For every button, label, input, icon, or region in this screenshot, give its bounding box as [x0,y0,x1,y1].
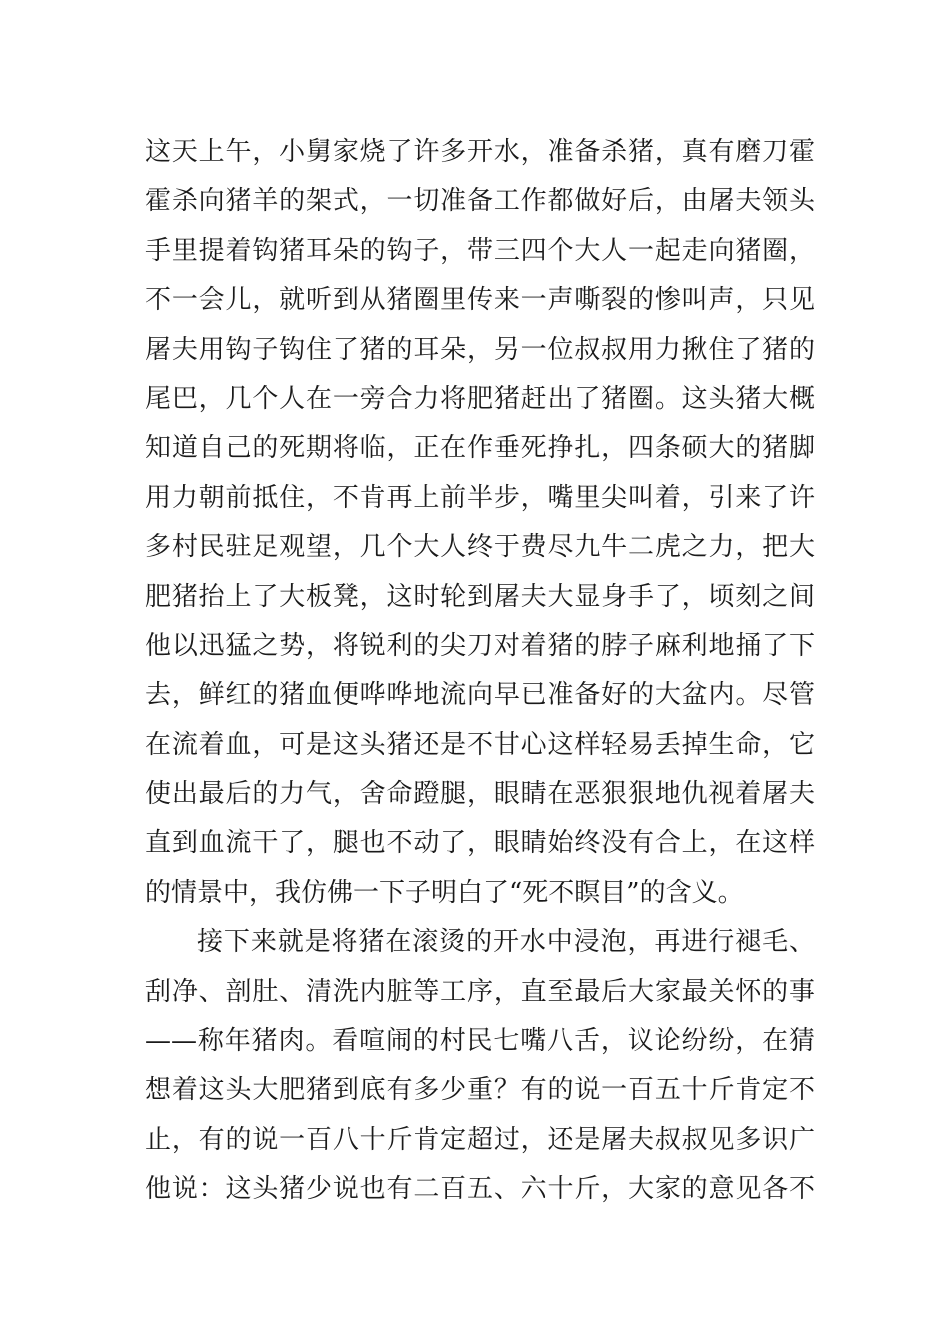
text-line: 接下来就是将猪在滚烫的开水中浸泡，再进行褪毛、 [197,927,815,958]
text-line: 知道自己的死期将临，正在作垂死挣扎，四条硕大的猪脚 [145,433,815,464]
text-line: 想着这头大肥猪到底有多少重？有的说一百五十斤肯定不 [145,1075,815,1106]
text-line: 尾巴，几个人在一旁合力将肥猪赶出了猪圈。这头猪大概 [145,383,815,414]
text-line: 止，有的说一百八十斤肯定超过，还是屠夫叔叔见多识广 [145,1124,815,1155]
text-line: 去，鲜红的猪血便哗哗地流向早已准备好的大盆内。尽管 [145,680,815,711]
text-line: 肥猪抬上了大板凳，这时轮到屠夫大显身手了，顷刻之间 [145,581,815,612]
text-line: 屠夫用钩子钩住了猪的耳朵，另一位叔叔用力揪住了猪的 [145,334,815,365]
text-line: 在流着血，可是这头猪还是不甘心这样轻易丢掉生命，它 [145,729,815,760]
body-text [145,128,815,1215]
text-line: 使出最后的力气，舍命蹬腿，眼睛在恶狠狠地仇视着屠夫 [145,779,815,810]
text-line: 刮净、剖肚、清洗内脏等工序，直至最后大家最关怀的事 [145,976,815,1007]
text-line: 他说：这头猪少说也有二百五、六十斤，大家的意见各不 [145,1174,815,1205]
text-line: 用力朝前抵住，不肯再上前半步，嘴里尖叫着，引来了许 [145,482,815,513]
text-line: 的情景中，我仿佛一下子明白了“死不瞑目”的含义。 [145,877,744,908]
text-line: 这天上午，小舅家烧了许多开水，准备杀猪，真有磨刀霍 [145,137,815,167]
text-line: 直到血流干了，腿也不动了，眼睛始终没有合上，在这样 [145,828,815,859]
text-line: 不一会儿，就听到从猪圈里传来一声嘶裂的惨叫声，只见 [145,285,815,316]
text-line: 他以迅猛之势，将锐利的尖刀对着猪的脖子麻利地捅了下 [145,630,815,661]
text-line: 手里提着钩猪耳朵的钩子，带三四个大人一起走向猪圈， [145,235,815,266]
text-line: 霍杀向猪羊的架式，一切准备工作都做好后，由屠夫领头 [145,186,815,217]
text-line: 多村民驻足观望，几个大人终于费尽九牛二虎之力，把大 [145,532,815,563]
text-line: ——称年猪肉。看喧闹的村民七嘴八舌，议论纷纷，在猜 [145,1026,815,1057]
